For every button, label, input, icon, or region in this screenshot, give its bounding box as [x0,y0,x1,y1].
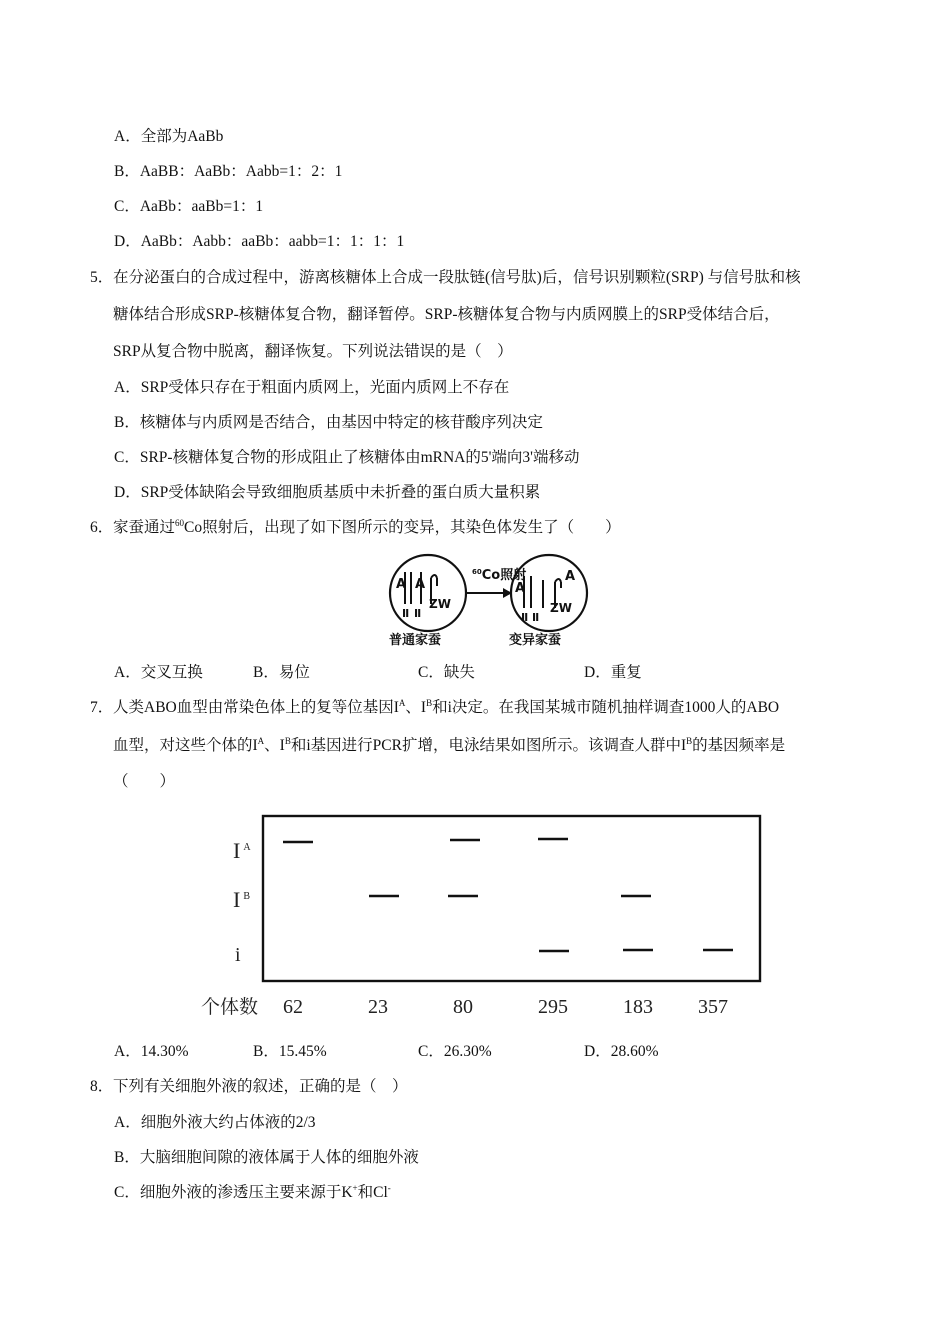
q7-stem-line3: （ ） [113,773,176,790]
chromosome-II-label: Ⅱ [402,607,410,620]
q4-option-b: B．AaBB：AaBb：Aabb=1：2：1 [114,163,343,180]
gene-a-label: A [565,569,576,584]
count-lane1: 62 [283,996,303,1018]
q6-stem: 家蚕通过$^{60}$Co照射后，出现了如下图所示的变异，其染色体发生了（ ） [113,518,621,536]
q6-option-b: B．易位 [253,664,310,681]
gene-a-label: A [396,577,407,592]
chromosome-II-label: Ⅱ [532,611,540,624]
q7-stem-line2: 血型，对这些个体的$I^A$、$I^B$和i基因进行PCR扩增，电泳结果如图所示。该调查人群中$I^B$的基因频率是 [113,736,786,754]
count-lane5: 183 [623,996,653,1018]
chromosome-II-label: Ⅱ [414,607,422,620]
count-lane6: 357 [698,996,728,1018]
q6-option-a: A．交叉互换 [114,664,203,681]
q5-option-a: A．SRP受体只存在于粗面内质网上，光面内质网上不存在 [114,379,510,396]
q8-number: 8． [90,1078,114,1095]
q5-stem-line3: SRP从复合物中脱离，翻译恢复。下列说法错误的是（ ） [113,343,513,360]
row-label-i: i [235,944,241,966]
count-lane2: 23 [368,996,388,1018]
q7-option-d: D．28.60% [584,1043,659,1060]
count-axis-label: 个体数 [201,996,259,1018]
row-label-IB: I $^B$ [233,887,250,912]
q7-number: 7． [90,699,114,716]
q4-option-c: C．AaBb：aaBb=1：1 [114,198,264,215]
q6-option-c: C．缺失 [418,664,475,681]
q5-number: 5． [90,269,114,286]
count-lane4: 295 [538,996,568,1018]
q8-stem: 下列有关细胞外液的叙述，正确的是（ ） [113,1078,408,1095]
q8-option-b: B．大脑细胞间隙的液体属于人体的细胞外液 [114,1149,419,1166]
silkworm-mutation-figure [385,552,600,652]
q5-stem-line1: 在分泌蛋白的合成过程中，游离核糖体上合成一段肽链(信号肽)后，信号识别颗粒(SRP) 与信号肽和核 [113,269,801,286]
q5-option-d: D．SRP受体缺陷会导致细胞质基质中未折叠的蛋白质大量积累 [114,484,541,501]
gene-a-label: A [515,581,526,596]
q8-option-c: C．细胞外液的渗透压主要来源于K+和Cl- [114,1183,391,1201]
q7-option-c: C．26.30% [418,1043,492,1060]
arrow-label: $^{60}$Co照射 [472,568,527,583]
normal-silkworm-caption: 普通家蚕 [389,633,442,648]
chromosome-zw-label: ZW [550,601,572,615]
row-label-IA: I $^A$ [233,838,251,863]
chromosome-II-label: Ⅱ [521,611,529,624]
q6-number: 6． [90,519,114,536]
gel-frame [263,816,760,981]
chromosome-zw-label: ZW [429,597,451,611]
q7-option-a: A．14.30% [114,1043,189,1060]
q7-option-b: B．15.45% [253,1043,327,1060]
electrophoresis-figure [195,808,775,1028]
q4-option-d: D．AaBb：Aabb：aaBb：aabb=1：1：1：1 [114,233,405,250]
q8-option-a: A．细胞外液大约占体液的2/3 [114,1114,316,1131]
count-lane3: 80 [453,996,473,1018]
q4-option-a: A．全部为AaBb [114,128,224,145]
gene-a-label: A [415,577,426,592]
q7-stem-line1: 人类ABO血型由常染色体上的复等位基因$I^A$、$I^B$和i决定。在我国某城市随机抽样调查1000人的ABO [113,698,780,716]
q5-option-b: B．核糖体与内质网是否结合，由基因中特定的核苷酸序列决定 [114,414,543,431]
q5-option-c: C．SRP-核糖体复合物的形成阻止了核糖体由mRNA的5'端向3'端移动 [114,449,580,466]
q6-option-d: D．重复 [584,664,642,681]
q5-stem-line2: 糖体结合形成SRP-核糖体复合物，翻译暂停。SRP-核糖体复合物与内质网膜上的SRP受体结合后， [113,306,780,323]
mutant-silkworm-caption: 变异家蚕 [509,633,562,648]
